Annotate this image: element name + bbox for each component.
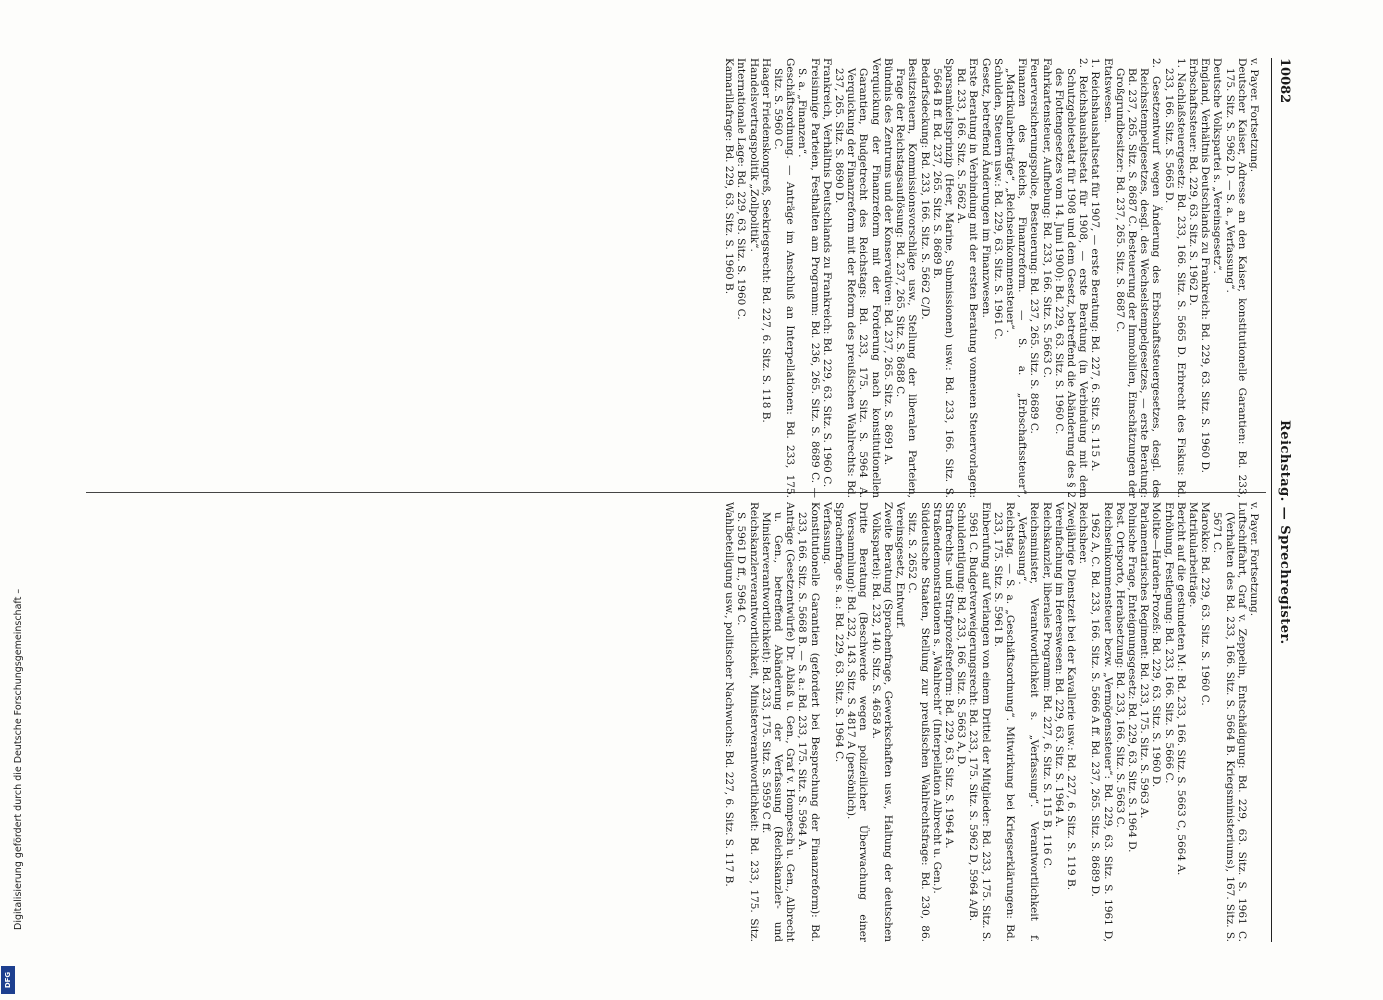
register-entry: Deutscher Kaiser, Adresse an den Kaiser, konstitutionelle Garantien: Bd. 233, 175. Sitz. S. 5962 D. — S. a. „Verfassung“. bbox=[1223, 58, 1248, 498]
register-entry: England, Verhältnis Deutschlands zu Frankreich: Bd. 229, 63. Sitz. S. 1960 D. bbox=[1199, 58, 1212, 473]
dfg-logo bbox=[1, 966, 15, 994]
register-entry: Verfassung. bbox=[820, 502, 833, 565]
register-entry: Erbschaftssteuer: Bd. 229, 63. Sitz. S. 1962 D. bbox=[1186, 58, 1199, 306]
register-entry: Sparsamkeitsprinzip (Heer, Marine, Submissionen) usw.: Bd. 233, 166. Sitz. S. 5664 B ff. Bd. 237, 265. Sitz. S. 8689 B. bbox=[930, 58, 955, 498]
register-entry: Parlamentarisches Regiment: Bd. 233, 175. Sitz. S. 5963 A. bbox=[1138, 502, 1151, 819]
register-entry: Post. Ortsporto, Herabsetzung: Bd. 233, 166. Sitz. S. 5663 C. bbox=[1113, 502, 1126, 828]
register-entry: Verquickung der Finanzreform mit der Forderung nach konstitutionellen Garantien, Budgetrecht des Reichstags: Bd. 233, 175. Sitz. S. 5964 A. Verquickung der Finanzreform mit der Reform des preußischen Wahlrechts: Bd. 237, 265. Sitz. S. 8690 D. bbox=[833, 58, 882, 498]
register-entry: Feuerversicherungspolice, Besteuerung: Bd. 237, 265. Sitz. S. 8689 C. bbox=[1028, 58, 1041, 434]
register-entry: 1. Nachlaßsteuergesetz: Bd. 233, 166. Sitz. S. 5665 D. Erbrecht des Fiskus: Bd. 233, 166. Sitz. S. 5665 D. bbox=[1162, 58, 1187, 498]
register-entry: Einberufung auf Verlangen von einem Drittel der Mitglieder: Bd. 233, 175. Sitz. S. 5961 C. Budgetverweigerungsrecht: Bd. 233, 175. Sitz. S. 5962 D, 5964 A/B. bbox=[967, 502, 992, 942]
register-entry: Polnische Frage, Enteignungsgesetz: Bd. 229, 63. Sitz. S. 1964 D. bbox=[1125, 502, 1138, 853]
register-entry: Geschäftsordnung. — Anträge im Anschluß an Interpellationen: Bd. 233, 175. Sitz. S. 5960 C. bbox=[772, 58, 797, 498]
register-entry: Internationale Lage: Bd. 229, 63. Sitz. S. 1960 C. bbox=[735, 58, 748, 320]
register-entry: Deutsche Volkspartei s. „Vereinsgesetz“. bbox=[1211, 58, 1224, 274]
register-entry: Etatswesen. bbox=[1101, 58, 1114, 123]
register-entry: Moltke—Harden-Prozeß: Bd. 229, 63. Sitz. S. 1960 D. bbox=[1150, 502, 1163, 788]
register-entry: 1. Reichshaushaltsetat für 1907, — erste Beratung: Bd. 227, 6. Sitz. S. 115 A. bbox=[1089, 58, 1102, 472]
register-entry: Anträge (Gesetzentwürfe) Dr. Ablaß u. Gen., Graf v. Hompesch u. Gen., Albrecht u. Gen., betreffend Abänderung der Verfassung (Reichskanzler- und Ministerverantwortlichkeit): Bd. 233, 175. Sitz. S. 5959 C ff. bbox=[759, 502, 797, 942]
register-entry: Wahlbeteiligung usw., politischer Nachwuchs: Bd. 227, 6. Sitz. S. 117 B. bbox=[723, 502, 736, 887]
register-entry: v. Payer. Fortsetzung. bbox=[1248, 502, 1260, 617]
register-entry: Bedarfsdeckung: Bd. 233, 166. Sitz. S. 5662 C/D. bbox=[918, 58, 931, 320]
register-entry: Freisinnige Parteien, Festhalten am Programm: Bd. 236, 265. Sitz. S. 8689 C. — S. a. „Finanzen“. bbox=[796, 58, 821, 498]
register-entry: Handelsvertragspolitik „Zollpolitik“. bbox=[747, 58, 760, 252]
register-entry: Konstitutionelle Garantien (gefordert bei Besprechung der Finanzreform): Bd. 233, 166. Sitz. S. 5668 B. — S. a.: Bd. 233, 175. Sitz. S. 5964 A. bbox=[796, 502, 821, 942]
register-entry: 2. Reichshaushaltsetat für 1908, — erste Beratung (in Verbindung mit dem Schutzgebietsetat für 1908 und dem Gesetz, betreffend die Abänderung des § 2 des Flottengesetzes vom 14. Juni 1900): Bd. 229, 63. Sitz. S. 1960 C. bbox=[1052, 58, 1090, 498]
register-entry: Erhöhung, Festlegung: Bd. 233, 166. Sitz. S. 5666 C. bbox=[1162, 502, 1175, 784]
register-entry: Reichskanzlerverantwortlichkeit, Ministerverantwortlichkeit: Bd. 233, 175. Sitz. S. 5961 D ff., 5964 C. bbox=[735, 502, 760, 942]
register-entry: Schulden, Steuern usw.: Bd. 229, 63. Sitz. S. 1961 C. bbox=[991, 58, 1004, 340]
register-entry: Finanzen des Reichs, Finanzreform. — S. a. „Erbschaftssteuer“, „Matrikularbeiträge“, „Reichseinkommensteuer“. bbox=[1003, 58, 1029, 498]
register-entry: 2. Gesetzentwurf wegen Änderung des Erbschaftssteuergesetzes, desgl. des Reichsstempelgesetzes, desgl. des Wechselstempelgesetzes, — erste Beratung: Bd. 237, 265. Sitz. S. 8687 C. Besteuerung der Immobilien, Einschätzungen der Großgrundbesitzer: Bd. 237, 265. Sitz. S. 8687 C. bbox=[1113, 58, 1163, 498]
digitization-note-text: Digitalisierung gefördert durch die Deutsche Forschungsgemeinschaft – bbox=[13, 588, 24, 930]
register-entry: Fahrkartensteuer, Aufhebung: Bd. 233, 166. Sitz. S. 5663 C. bbox=[1040, 58, 1053, 378]
register-entry: Besitzsteuern, Kommissionsvorschläge usw., Stellung der liberalen Parteien, Frage der Reichstagsauflösung: Bd. 237, 265. Sitz. S. 8688 C. bbox=[894, 58, 919, 498]
register-entry: Bündnis des Zentrums und der Konservativen: Bd. 237, 265. Sitz. S. 8691 A. bbox=[881, 58, 894, 466]
digitization-note bbox=[1, 230, 24, 930]
register-entry: Straßendemonstrationen s. „Wahlrecht“ (Interpellation Albrecht u. Gen.). bbox=[930, 502, 943, 894]
register-entry: Reichsminister, Verantwortlichkeit s. „Verfassung“. Verantwortlichkeit f. „Verfassung“. bbox=[1016, 502, 1041, 942]
header-rule bbox=[1271, 58, 1272, 942]
register-entry: Zweijährige Dienstzeit bei der Kavallerie usw.: Bd. 227, 6. Sitz. S. 119 B. bbox=[1064, 502, 1077, 891]
register-entry: Bericht auf die gestundeten M.: Bd. 233, 166. Sitz. S. 5663 C, 5664 A. bbox=[1174, 502, 1187, 876]
register-entry: Kamarillafrage: Bd. 229, 63. Sitz. S. 1960 B. bbox=[723, 58, 736, 295]
register-entry: Frankreich, Verhältnis Deutschlands zu Frankreich: Bd. 229, 63. Sitz. S. 1960 C. bbox=[820, 58, 833, 488]
register-entry: Dritte Beratung (Beschwerde wegen polizeilicher Überwachung einer Versammlung): Bd. 232, 143. Sitz. S. 4817 A (persönlich). bbox=[845, 502, 870, 942]
page-number: 10082 bbox=[1277, 58, 1292, 104]
register-entry: Reichseinkommensteuer bezw. „Vermögenssteuer“: Bd. 229, 63. Sitz. S. 1961 D, 1962 A, C. Bd. 233, 166. Sitz. S. 5666 A ff. Bd. 237, 265. Sitz. S. 8689 D. bbox=[1089, 502, 1114, 942]
register-entry: Süddeutsche Staaten, Stellung zur preußischen Wahlrechtsfrage: Bd. 230, 86. Sitz. S. 2652 C. bbox=[906, 502, 931, 942]
register-entry: Schuldentilgung: Bd. 233, 166. Sitz. S. 5663 A, D. bbox=[955, 502, 968, 768]
dfg-logo-text: DFG bbox=[4, 971, 12, 989]
left-column bbox=[723, 58, 1260, 498]
register-entry: Matrikularbeiträge. bbox=[1186, 502, 1199, 608]
right-column bbox=[723, 502, 1260, 942]
register-entry: Erste Beratung in Verbindung mit der ersten Beratung vonneuen Steuervorlagen: Bd. 233, 166. Sitz. S. 5662 A. bbox=[955, 58, 980, 498]
register-entry: Sprachenfrage s. a.: Bd. 229, 63. Sitz. S. 1964 C. bbox=[833, 502, 846, 763]
register-entry: Zweite Beratung (Sprachenfrage, Gewerkschaften usw., Haltung der deutschen Volkspartei): Bd. 232, 140. Sitz. S. 4658 A. bbox=[869, 502, 894, 942]
register-entry: Reichstag. — S. a. „Geschäftsordnung“. Mitwirkung bei Kriegserklärungen: Bd. 233, 175. Sitz. S. 5961 B. bbox=[991, 502, 1016, 942]
register-entry: Gesetz, betreffend Änderungen im Finanzwesen. bbox=[979, 58, 992, 318]
register-entry: Vereinfachung im Heereswesen: Bd. 229, 63. Sitz. S. 1964 A. bbox=[1052, 502, 1065, 828]
register-entry: Vereinsgesetz, Entwurf. bbox=[894, 502, 907, 629]
running-title: Reichstag. — Sprechregister. bbox=[1277, 420, 1292, 645]
register-entry: Reichsheer. bbox=[1077, 502, 1090, 564]
register-entry: Strafrechts- und Strafprozeßreform: Bd. 229, 63. Sitz. S. 1964 A. bbox=[942, 502, 955, 849]
register-entry: Haager Friedenskongreß, Seekriegsrecht: Bd. 227, 6. Sitz. S. 118 B. bbox=[759, 58, 772, 423]
register-entry: v. Payer. Fortsetzung. bbox=[1248, 58, 1260, 173]
register-entry: Luftschiffahrt, Graf v. Zeppelin, Entschädigung: Bd. 229, 63. Sitz. S. 1961 C. (Verhalten des Bd. 233, 166. Sitz. S. 5664 B. Kriegsministeriums), 167. Sitz. S. 5671 C. bbox=[1211, 502, 1248, 942]
register-entry: Marokko: Bd. 229, 63. Sitz. S. 1960 C. bbox=[1199, 502, 1212, 706]
register-entry: Reichskanzler, liberales Programm: Bd. 227, 6. Sitz. S. 115 B, 116 C. bbox=[1040, 502, 1053, 869]
